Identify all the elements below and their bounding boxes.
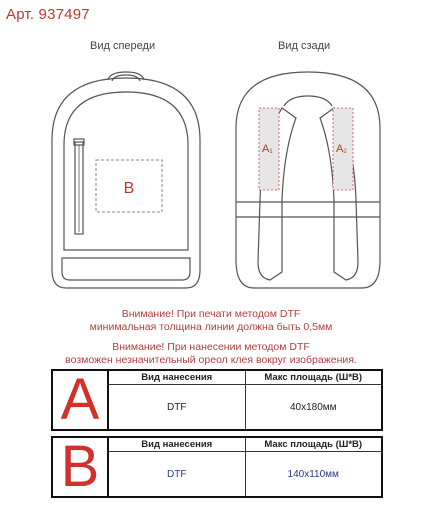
method-header: Вид нанесения bbox=[108, 370, 245, 385]
back-zone-a1-letter: A1 bbox=[262, 143, 273, 155]
max-area-value: 140x110мм bbox=[245, 452, 382, 498]
article-number: Арт. 937497 bbox=[6, 6, 90, 23]
zone-b-letter: B bbox=[60, 434, 100, 499]
max-area-header: Макс площадь (Ш*В) bbox=[245, 437, 382, 452]
notice-dtf-line-width bbox=[0, 308, 422, 334]
front-view-label: Вид спереди bbox=[90, 40, 156, 52]
notice-line-2: минимальная толщина линии должна быть 0,5мм bbox=[89, 321, 333, 333]
notice-line-4: возможен незначительный ореол клея вокруг изображения. bbox=[65, 354, 357, 366]
zone-a-letter-cell bbox=[52, 367, 108, 432]
back-view-label: Вид сзади bbox=[278, 40, 331, 52]
backpack-back-drawing bbox=[236, 72, 380, 288]
notice-dtf-glue-halo bbox=[0, 341, 422, 367]
notice-line-3: Внимание! При нанесении методом DTF bbox=[112, 341, 310, 353]
back-zone-a2-letter: A2 bbox=[336, 143, 347, 155]
zone-b-letter-cell bbox=[52, 434, 108, 499]
method-value: DTF bbox=[108, 385, 245, 431]
max-area-value: 40x180мм bbox=[245, 385, 382, 431]
front-zone-letter: B bbox=[123, 180, 135, 197]
method-value: DTF bbox=[108, 452, 245, 498]
spec-table-b bbox=[51, 436, 383, 498]
method-header: Вид нанесения bbox=[108, 437, 245, 452]
zone-a-letter: A bbox=[60, 367, 100, 432]
spec-table-a bbox=[51, 369, 383, 431]
notice-line-1: Внимание! При печати методом DTF bbox=[121, 308, 301, 320]
max-area-header: Макс площадь (Ш*В) bbox=[245, 370, 382, 385]
